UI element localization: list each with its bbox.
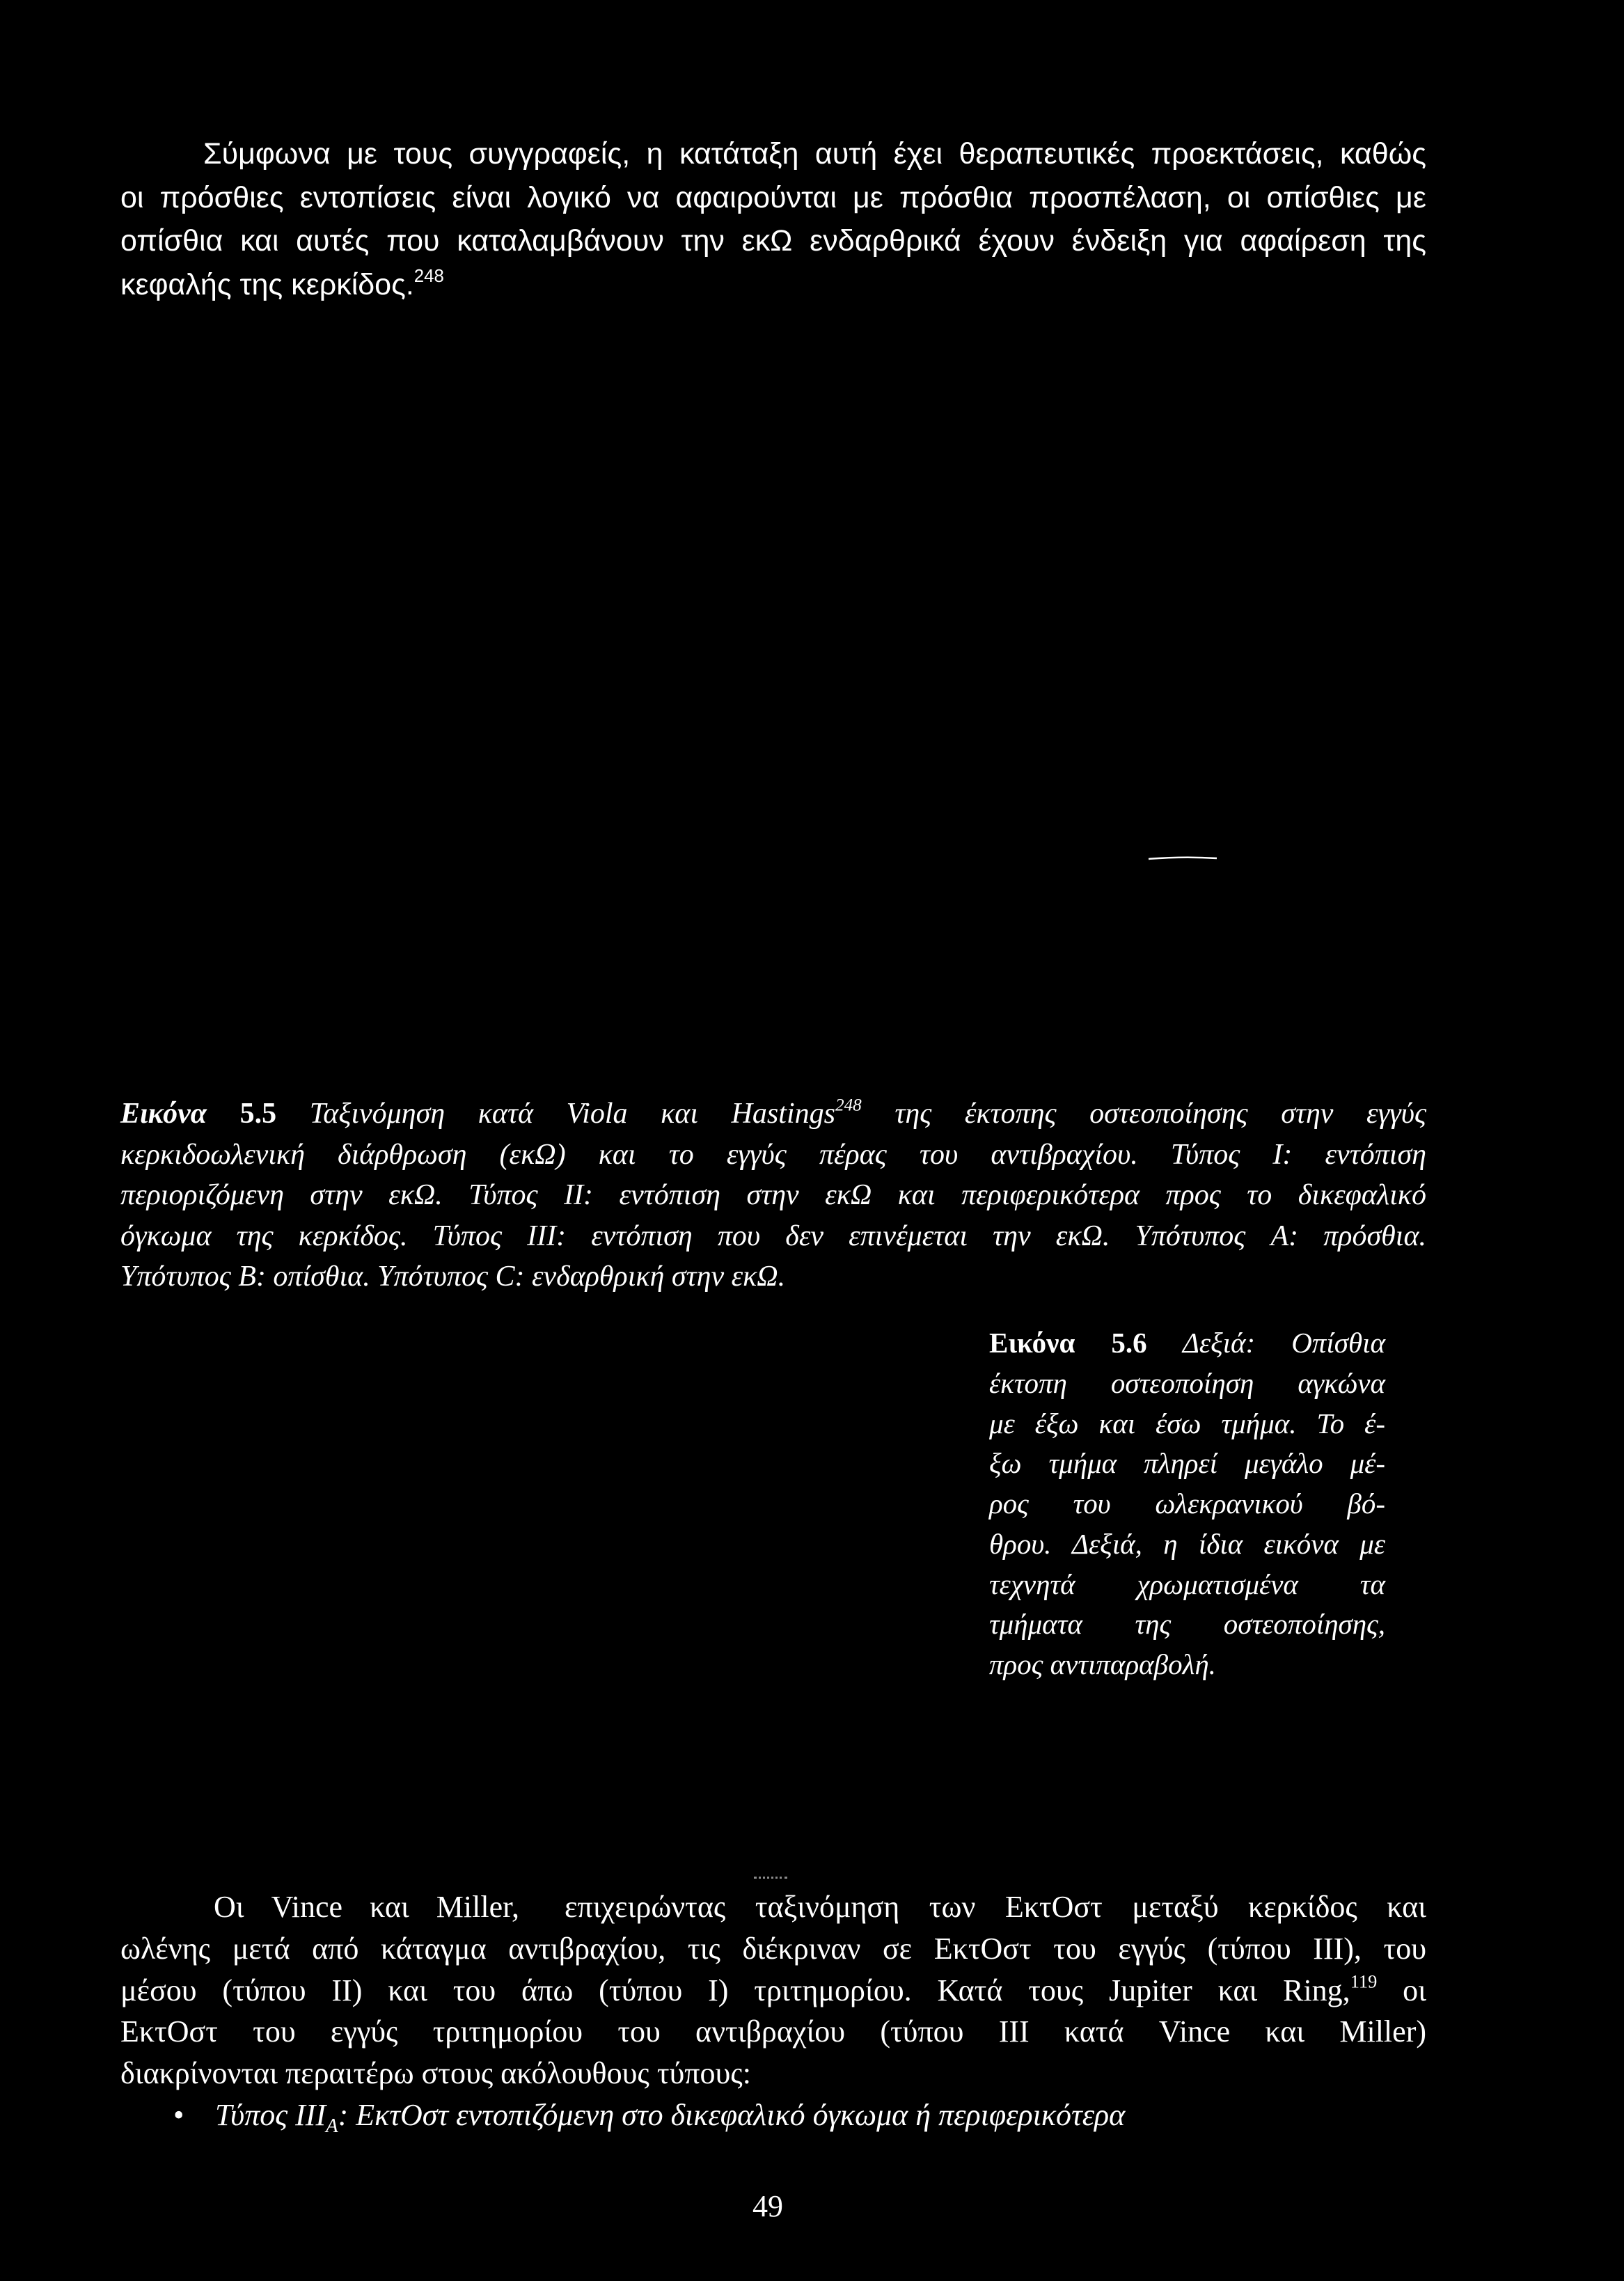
figure-5-6-caption-line-1 xyxy=(989,1323,1385,1364)
body-paragraph-line-1-rest: επιχειρώντας ταξινόμηση των ΕκτΟστ μεταξύ κερκίδος και xyxy=(565,1890,1426,1924)
intro-paragraph-last-line-text: κεφαλής της κερκίδος. xyxy=(120,268,414,302)
figure-5-6-caption-line-4: ξω τμήμα πληρεί μεγάλο μέ- xyxy=(989,1447,1385,1480)
body-paragraph-line-4: ΕκτΟστ του εγγύς τριτημορίου του αντιβραχίου (τύπου III κατά Vince και Miller) xyxy=(120,2014,1426,2049)
body-paragraph-line-3 xyxy=(120,1970,1426,2012)
intro-paragraph-line-2: οι πρόσθιες εντοπίσεις είναι λογικό να αφαιρούνται με πρόσθια προσπέλαση, οι οπίσθιες με xyxy=(120,180,1426,214)
figure-5-6-caption xyxy=(989,1323,1385,1685)
figure-5-5-caption-first-text: Ταξινόμηση κατά Viola και Hastings xyxy=(309,1098,835,1130)
intro-paragraph-line-1: Σύμφωνα με τους συγγραφείς, η κατάταξη αυτή έχει θεραπευτικές προεκτάσεις, καθώς xyxy=(203,137,1426,171)
body-paragraph-line-1 xyxy=(120,1886,1426,1928)
citation-ref: 248 xyxy=(413,267,444,287)
list-item-prefix: Τύπος III xyxy=(215,2097,326,2132)
intro-paragraph xyxy=(120,132,1426,307)
body-paragraph-line-3-text: μέσου (τύπου II) και του άπω (τύπου I) τριτημορίου. Κατά τους Jupiter και Ring, xyxy=(120,1973,1350,2007)
intro-paragraph-line-4 xyxy=(120,263,1426,307)
figure-5-6-caption-line-6: θρου. Δεξιά, η ίδια εικόνα με xyxy=(989,1527,1385,1560)
citation-ref: 119 xyxy=(1350,1971,1378,1992)
figure-5-6-caption-line-5: ρος του ωλεκρανικού βό- xyxy=(989,1487,1385,1520)
figure-label: Εικόνα xyxy=(989,1327,1075,1359)
list-item-subscript: A xyxy=(326,2115,338,2137)
bullet-icon: • xyxy=(173,2097,184,2132)
figure-5-6-caption-first-text: Δεξιά: Οπίσθια xyxy=(1182,1327,1386,1359)
scan-artifact-dash xyxy=(1149,855,1218,862)
figure-5-5-caption-line-1 xyxy=(120,1094,1426,1135)
figure-5-5-caption xyxy=(120,1094,1426,1297)
body-paragraph xyxy=(120,1886,1426,2136)
body-paragraph-line-1-start: Οι Vince και Miller, xyxy=(214,1890,519,1924)
figure-5-5-caption-line-4: όγκωμα της κερκίδος. Τύπος III: εντόπιση που δεν επινέμεται την εκΩ. Υπότυπος A: πρόσθια. xyxy=(120,1220,1426,1252)
page-number: 49 xyxy=(752,2189,783,2223)
figure-number: 5.5 xyxy=(239,1098,277,1130)
figure-5-6-caption-line-7: τεχνητά χρωματισμένα τα xyxy=(989,1568,1385,1600)
body-paragraph-line-5: διακρίνονται περαιτέρω στους ακόλουθους τύπους: xyxy=(120,2056,751,2091)
partially-covered-text xyxy=(214,1890,519,1929)
list-item-description: : ΕκτΟστ εντοπιζόμενη στο δικεφαλικό όγκωμα ή περιφερικότερα xyxy=(338,2097,1126,2132)
figure-5-5-caption-line-5: Υπότυπος B: οπίσθια. Υπότυπος C: ενδαρθρική στην εκΩ. xyxy=(120,1261,786,1293)
list-item-text xyxy=(215,2094,1125,2136)
citation-ref: 248 xyxy=(835,1096,862,1115)
scan-artifact-dots xyxy=(754,1877,787,1879)
figure-number: 5.6 xyxy=(1111,1327,1147,1359)
intro-paragraph-line-3: οπίσθια και αυτές που καταλαμβάνουν την εκΩ ενδαρθρικά έχουν ένδειξη για αφαίρεση της xyxy=(120,224,1426,258)
figure-5-6-caption-line-9: προς αντιπαραβολή. xyxy=(989,1648,1216,1680)
figure-5-6-caption-line-8: τμήματα της οστεοποίησης, xyxy=(989,1608,1385,1641)
figure-5-5-caption-line-3: περιοριζόμενη στην εκΩ. Τύπος II: εντόπιση στην εκΩ και περιφερικότερα προς το δικεφαλικό xyxy=(120,1179,1426,1211)
figure-5-6-caption-line-2: έκτοπη οστεοποίηση αγκώνα xyxy=(989,1366,1385,1399)
figure-5-6-caption-line-3: με έξω και έσω τμήμα. Το έ- xyxy=(989,1407,1385,1439)
figure-5-5-caption-first-rest: της έκτοπης οστεοποίησης στην εγγύς xyxy=(894,1098,1427,1130)
body-paragraph-line-2: ωλένης μετά από κάταγμα αντιβραχίου, τις διέκριναν σε ΕκτΟστ του εγγύς (τύπου III), του xyxy=(120,1931,1426,1966)
body-paragraph-line-3-end: οι xyxy=(1403,1973,1426,2007)
figure-label: Εικόνα xyxy=(120,1098,207,1130)
list-item xyxy=(120,2094,1426,2136)
figure-5-5-caption-line-2: κερκιδοωλενική διάρθρωση (εκΩ) και το εγγύς πέρας του αντιβραχίου. Τύπος I: εντόπιση xyxy=(120,1138,1426,1171)
